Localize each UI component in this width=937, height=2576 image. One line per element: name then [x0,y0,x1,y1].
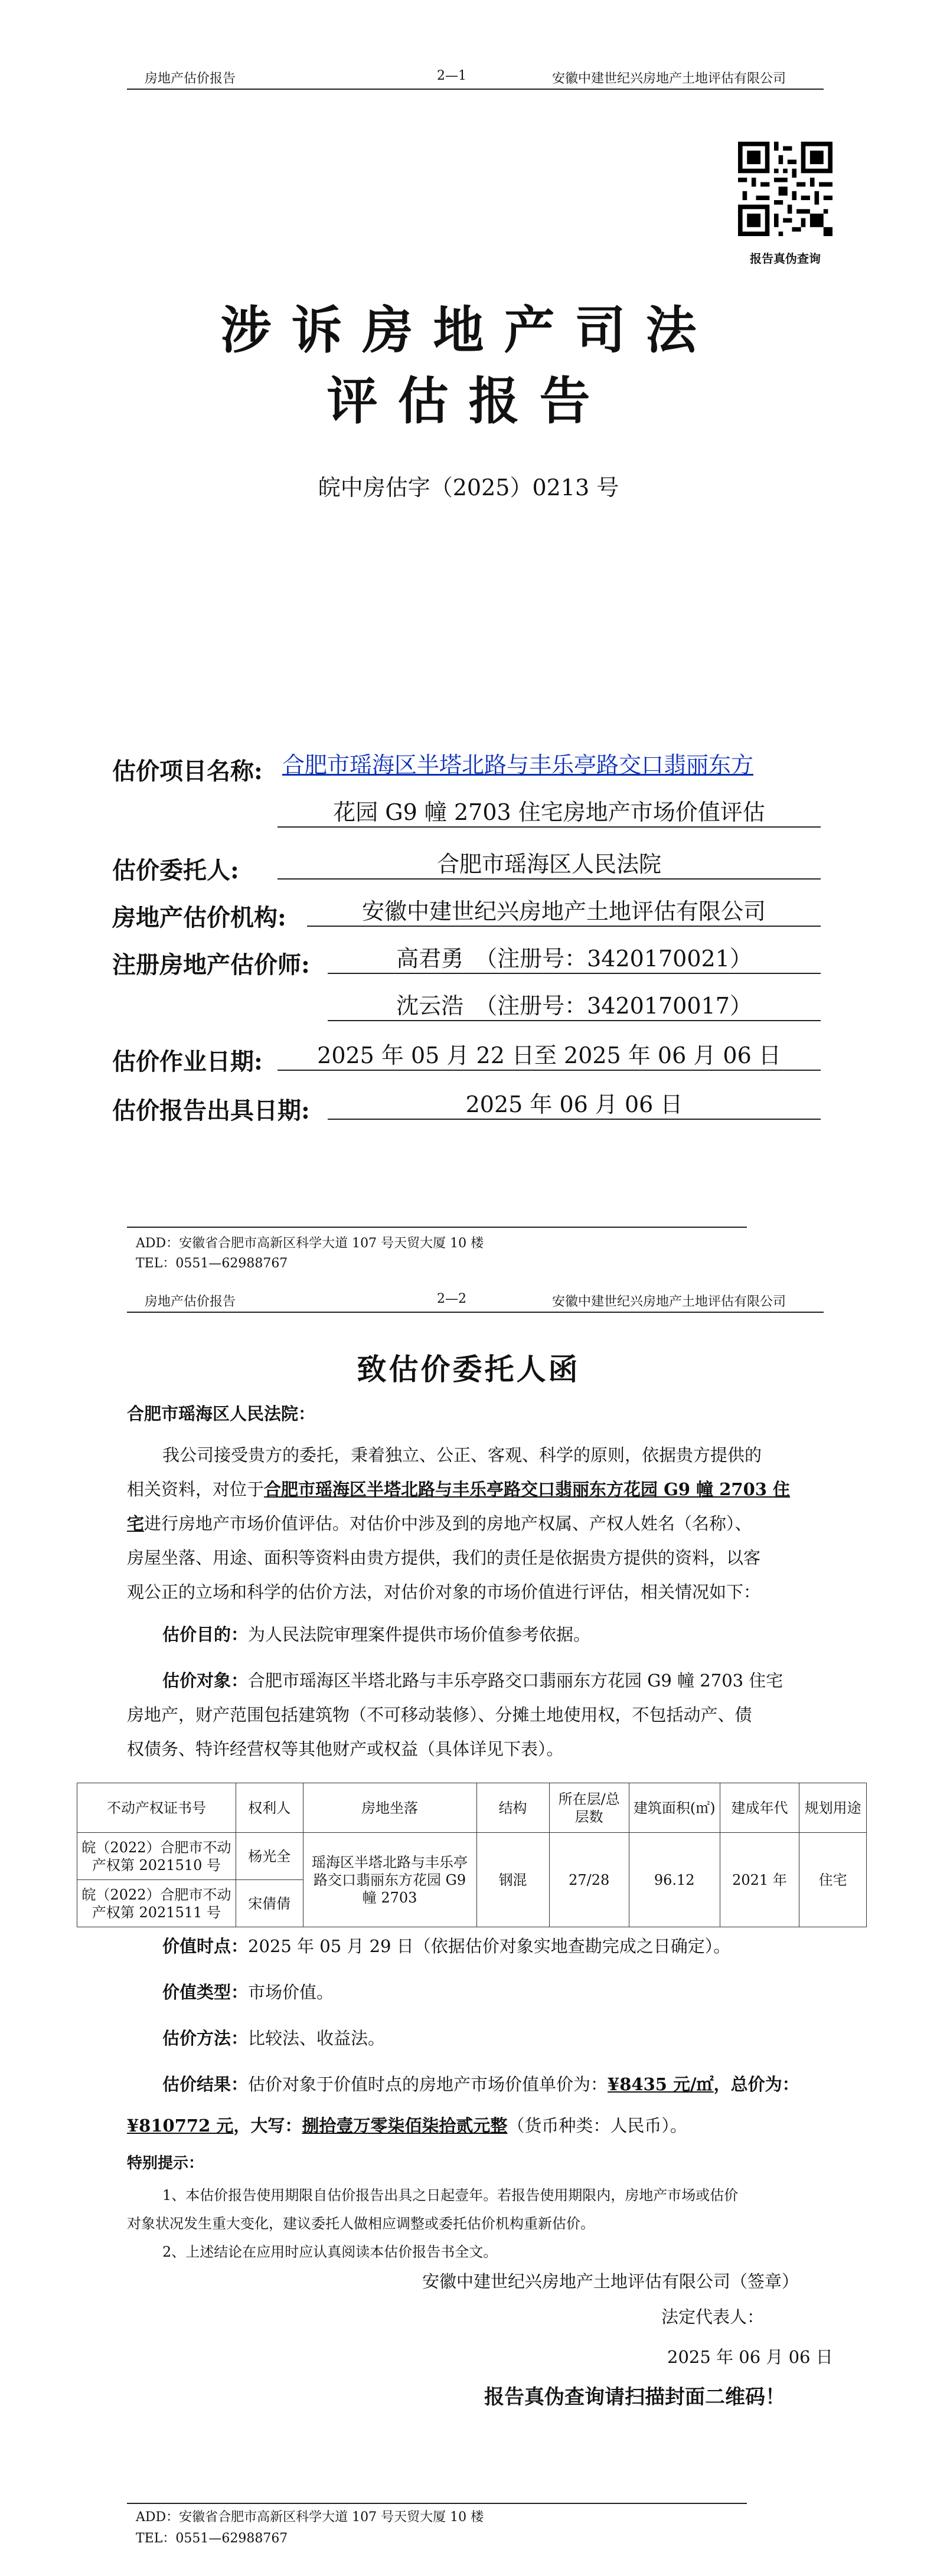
col-year: 建成年代 [720,1783,799,1833]
property-location: 瑶海区半塔北路与丰乐亭路交口翡丽东方花园 G9 幢 2703 [303,1833,476,1927]
agency-label: 房地产估价机构: [112,904,286,931]
result-text-b: ，总价为： [713,2074,799,2094]
value-type-line [162,1977,334,2007]
appraiser-1: 高君勇 （注册号：3420170021） [328,944,821,974]
sign-company: 安徽中建世纪兴房地产土地评估有限公司（签章） [422,2271,799,2291]
work-date-value: 2025 年 05 月 22 日至 2025 年 06 月 06 日 [277,1041,821,1071]
method-label: 估价方法： [162,2028,249,2048]
verify-notice: 报告真伪查询请扫描封面二维码！ [484,2385,785,2409]
para1-line2 [127,1475,790,1504]
floor: 27/28 [549,1833,629,1927]
value-type-value: 市场价值。 [248,1982,334,2002]
value-time-label: 价值时点： [162,1936,249,1956]
page1-footer-tel: TEL：0551—62988767 [136,1256,288,1271]
addressee: 合肥市瑶海区人民法院： [127,1404,316,1424]
para1-line3-text: 进行房地产市场价值评估。对估价中涉及到的房地产权属、产权人姓名（名称）、 [144,1513,752,1534]
page1-footer-address: ADD：安徽省合肥市高新区科学大道 107 号天贸大厦 10 楼 [136,1236,484,1251]
para1-line1: 我公司接受贵方的委托，秉着独立、公正、客观、科学的原则，依据贵方提供的 [162,1445,762,1465]
report-title-line2: 评估报告 [327,371,610,431]
header-left: 房地产估价报告 [145,1294,236,1309]
total-price: ¥810772 元 [127,2116,234,2136]
result-line1 [162,2070,799,2099]
issue-date-value: 2025 年 06 月 06 日 [328,1090,821,1120]
property-address-emphasis: 合肥市瑶海区半塔北路与丰乐亭路交口翡丽东方花园 G9 幢 2703 住 [264,1479,791,1499]
result-label: 估价结果： [162,2074,249,2094]
qr-caption: 报告真伪查询 [750,251,821,266]
col-owner: 权利人 [236,1783,303,1833]
value-type-label: 价值类型： [162,1982,249,2002]
client-label: 估价委托人: [112,857,239,884]
col-location: 房地坐落 [303,1783,476,1833]
page1-footer-rule [127,1227,747,1228]
note2: 2、上述结论在应用时应认真阅读本估价报告书全文。 [162,2244,498,2260]
report-doc-number: 皖中房估字（2025）0213 号 [318,475,619,501]
object-label: 估价对象： [162,1671,249,1691]
client-value: 合肥市瑶海区人民法院 [277,850,821,880]
cert-number: 皖（2022）合肥市不动产权第 2021511 号 [77,1880,236,1927]
build-year: 2021 年 [720,1833,799,1927]
total-price-words: 捌拾壹万零柒佰柒拾贰元整 [302,2116,508,2136]
project-value-line1: 合肥市瑶海区半塔北路与丰乐亭路交口翡丽东方 [282,752,754,778]
header-right: 安徽中建世纪兴房地产土地评估有限公司 [552,1294,786,1309]
unit-price: ¥8435 元/㎡ [608,2074,714,2094]
purpose-line [162,1620,590,1649]
table-row [77,1833,867,1880]
agency-value: 安徽中建世纪兴房地产土地评估有限公司 [307,897,821,927]
header-left: 房地产估价报告 [145,71,236,86]
page2-footer-rule [127,2503,747,2504]
owner-name: 宋倩倩 [236,1880,303,1927]
para1-line4: 房屋坐落、用途、面积等资料由贵方提供，我们的责任是依据贵方提供的资料，以客 [127,1548,761,1568]
structure: 钢混 [476,1833,549,1927]
owner-name: 杨光全 [236,1833,303,1880]
value-time-value: 2025 年 05 月 29 日（依据估价对象实地查勘完成之日确定）。 [248,1936,731,1956]
project-label: 估价项目名称: [112,757,263,785]
note1-line1: 1、本估价报告使用期限自估价报告出具之日起壹年。若报告使用期限内，房地产市场或估价 [162,2187,739,2204]
note1-line2: 对象状况发生重大变化，建议委托人做相应调整或委托估价机构重新估价。 [127,2215,595,2232]
result-line2 [127,2111,687,2140]
appraiser-2: 沈云浩 （注册号：3420170017） [328,992,821,1021]
header-page-no: 2—2 [437,1292,466,1306]
object-line2: 房地产，财产范围包括建筑物（不可移动装修）、分摊土地使用权，不包括动产、债 [127,1705,752,1725]
method-value: 比较法、收益法。 [248,2028,386,2048]
para1-line5: 观公正的立场和科学的估价方法，对估价对象的市场价值进行评估，相关情况如下： [127,1582,761,1602]
col-cert: 不动产权证书号 [77,1783,236,1833]
page2-footer-tel: TEL：0551—62988767 [136,2531,288,2546]
page2-footer-address: ADD：安徽省合肥市高新区科学大道 107 号天贸大厦 10 楼 [136,2510,484,2525]
col-use: 规划用途 [799,1783,867,1833]
issue-date-label: 估价报告出具日期: [112,1097,310,1124]
property-address-emphasis-end: 宅 [127,1513,145,1534]
project-value-line2: 花园 G9 幢 2703 住宅房地产市场价值评估 [277,798,821,828]
property-table [77,1783,867,1927]
work-date-label: 估价作业日期: [112,1048,263,1075]
para1-line3 [127,1509,752,1538]
object-line1 [162,1666,783,1695]
object-value: 合肥市瑶海区半塔北路与丰乐亭路交口翡丽东方花园 G9 幢 2703 住宅 [248,1671,783,1691]
object-line3: 权债务、特许经营权等其他财产或权益（具体详见下表）。 [127,1739,564,1759]
notes-title: 特别提示： [127,2155,204,2172]
letter-title: 致估价委托人函 [357,1352,580,1387]
sign-date: 2025 年 06 月 06 日 [667,2347,833,2367]
col-structure: 结构 [476,1783,549,1833]
table-header-row [77,1783,867,1833]
col-area: 建筑面积(㎡) [629,1783,720,1833]
report-title-line1: 涉诉房地产司法 [220,300,717,360]
page2-header [127,1287,824,1313]
col-floor: 所在层/总层数 [549,1783,629,1833]
result-text-d: （货币种类：人民币）。 [507,2116,687,2136]
planned-use: 住宅 [799,1833,867,1927]
para1-line2-text: 相关资料，对位于 [127,1479,265,1499]
value-time-line [162,1931,730,1961]
appraiser-label: 注册房地产估价师: [112,951,310,979]
qr-code-image[interactable] [738,142,832,236]
area: 96.12 [629,1833,720,1927]
cert-number: 皖（2022）合肥市不动产权第 2021510 号 [77,1833,236,1880]
purpose-value: 为人民法院审理案件提供市场价值参考依据。 [248,1624,591,1645]
method-line [162,2023,385,2053]
header-right: 安徽中建世纪兴房地产土地评估有限公司 [552,71,786,86]
header-page-no: 2—1 [437,68,466,83]
page1-header [127,64,824,90]
purpose-label: 估价目的： [162,1624,249,1645]
sign-representative: 法定代表人： [661,2307,765,2327]
result-text-c: ，大写： [233,2116,302,2136]
result-text-a: 估价对象于价值时点的房地产市场价值单价为： [248,2074,608,2094]
